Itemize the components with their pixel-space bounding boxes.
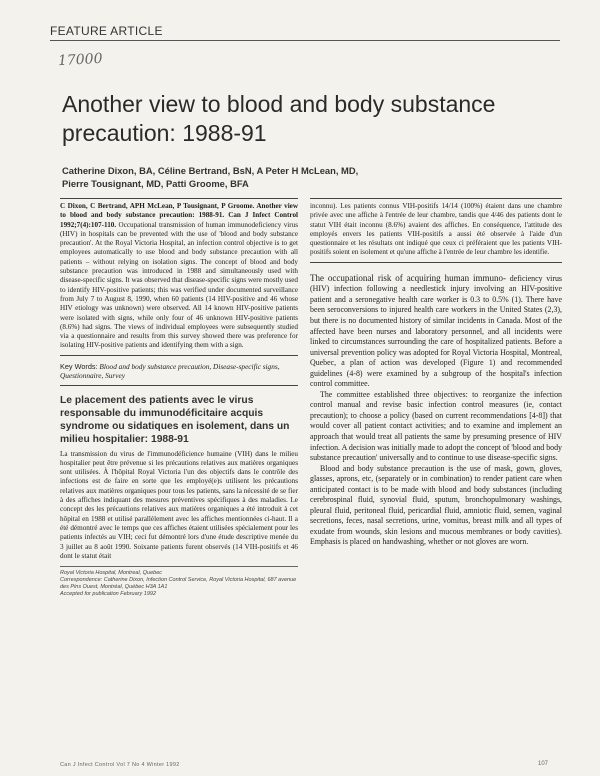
french-abstract-continued: inconnu). Les patients connus VIH-positifs 14/14 (100%) étaient dans une chambre privée avec une affiche à l'entrée de leur chambre, tandis que 4/46 des patients dont le statut VIH était inconnu (8.6%) avaient des affiches. En conséquence, l'attitude des employés envers les patients VIH-positifs a aussi été observée à l'aide d'un questionnaire et les résultats ont indiqué que ceux ci préféraient que les patients VIH-positifs soient en isolement et qu'une affiche à l'entrée de leur chambre les identifie. bbox=[310, 198, 562, 263]
article-title: Another view to blood and body substance precaution: 1988-91 bbox=[62, 91, 496, 146]
section-divider bbox=[50, 40, 560, 41]
page-number: 107 bbox=[538, 761, 549, 767]
journal-footer: Can J Infect Control Vol 7 No 4 Winter 1992 bbox=[60, 762, 180, 768]
lead-in: The occupational risk of acquiring human immuno- bbox=[310, 272, 507, 283]
body-paragraph-text: deficiency virus (HIV) infection following a needlestick injury involving an HIV-positive patient and a seronegative health care worker is 0.3 to 0.5% (1). There have been seroconversions to injured health care workers in the United States (2,3), but there is no documented history of similar incidents in Canada. Most of the affected have been nurses and laboratory personnel, and all incidents were linked to circumstances surrounding the care of hospitalized patients. Before a universal prevention policy was adopted for Royal Victoria Hospital, Montreal, Quebec, a plan of action was developed (Figure 1) and recommended guidelines (4-8) were examined by a subgroup of the hospital's infection control committee. bbox=[310, 273, 562, 389]
authors-line: Pierre Tousignant, MD, Patti Groome, BFA bbox=[62, 178, 249, 189]
affiliation-note bbox=[60, 566, 298, 598]
french-abstract-text: La transmission du virus de l'immunodéficience humaine (VIH) dans le milieu hospitalier peut être prévenue si les précautions relatives aux matières organiques sont utilisées. À l'hôpital Royal Victoria l'un des objectifs dans le contrôle des infections est de faire en sorte que les employé(e)s utilisent les précautions relatives aux matières organiques pour tous les patients, sans la nécessité de se fier à des affiches indiquant des mesures préventives spécifiques à des maladies. Le concept des les précautions relatives aux matières organiques a été introduit à cet hôpital en 1988 et utilisé parallèlement avec les affiches mentionnées ci-haut. Il a été démontré avec le temps que ces affiches étaient utilisées spécialement pour les patients infectés au VIH; ceci fut démontré lors d'une étude descriptive menée du 3 juillet au 8 août 1990. Soixante patients furent observés (14 VIH-positifs et 46 dont le statut était bbox=[60, 449, 298, 560]
section-label: FEATURE ARTICLE bbox=[50, 24, 163, 38]
authors-line: Catherine Dixon, BA, Céline Bertrand, BsN, A Peter H McLean, MD, bbox=[62, 165, 359, 176]
french-abstract-heading: Le placement des patients avec le virus responsable du immunodéficitaire acquis syndrome ou sidatiques en isolement, dans un milieu hospitalier: 1988-91 bbox=[60, 394, 290, 445]
body-paragraph: Blood and body substance precaution is the use of mask, gown, gloves, glasses, aprons, etc, (separately or in combination) to render patient care when anticipated contact is to be made with blood and body substances (including cerebrospinal fluid, synovial fluid, sputum, bronchopulmonary washings, pleural fluid, peritoneal fluid, pericardial fluid, amniotic fluid, semen, vaginal secretions, feces, nasal secretions, urine, vomitus, breast milk and all types of exudate from wounds, skin lesions and mucous membranes or body cavities). Emphasis is placed on handwashing, whether or not gloves are worn. bbox=[310, 463, 562, 547]
abstract-text: Occupational transmission of human immunodeficiency virus (HIV) in hospitals can be prevented with the use of 'blood and body substance precaution'. At the Royal Victoria Hospital, an infection control objective is to get employees automatically to use blood and body substance precaution with all patients – without relying on isolation signs. The concept of blood and body substance precaution was introduced in 1988 and simultaneously used with disease-specific signs. It was observed that disease-specific signs were mostly used to identify HIV-positive patients; this was verified under documented surveillance from July 7 to August 8, 1990, when 60 patients (14 HIV-positive and 46 whose HIV etiology was unknown) were observed. All 14 known HIV-positive patients were isolated with signs, while only four of 46 unknown HIV-positive patients (8.6%) had signs. The views of individual employees were subsequently studied via a questionnaire and results from this survey showed there was preference for isolating HIV-positive patients and identifying them with a sign. bbox=[60, 220, 298, 350]
article-body bbox=[310, 273, 562, 548]
keywords-terms: Blood and body substance precaution, Disease-specific signs, Questionnaire, Survey bbox=[60, 361, 280, 381]
affiliation-line: Royal Victoria Hospital, Montreal, Quebec bbox=[60, 570, 163, 577]
english-abstract bbox=[60, 198, 298, 356]
accepted-line: Accepted for publication February 1992 bbox=[60, 591, 157, 598]
abstract-citation: C Dixon, C Bertrand, APH McLean, P Tousignant, P Groome. Another view to blood and body substance precaution: 1988-91. Can J Infect Control 1992;7(4):107-110. bbox=[60, 202, 298, 229]
correspondence-line: Correspondence: Catherine Dixon, Infection Control Service, Royal Victoria Hospital, 687 avenue des Pins Ouest, Montréal, Québec H3A 1A1 bbox=[60, 577, 297, 591]
right-column bbox=[310, 198, 562, 548]
handwritten-note: 17000 bbox=[57, 50, 103, 70]
keywords bbox=[60, 362, 298, 386]
author-list bbox=[62, 164, 532, 190]
body-paragraph: The committee established three objectives: to reorganize the infection control manual and revise basic infection control measures (ie, contact precaution); to choose a policy (based on current recommendations [4-8]) that would cover all patient contact activities; and to examine and implement an approach that would treat all patients the same by presuming presence of HIV infection. A decision was initially made to adopt the concept of 'blood and body substance precaution' universally and to continue to use disease-specific signs. bbox=[310, 389, 562, 463]
keywords-label: Key Words: bbox=[60, 361, 98, 371]
left-column bbox=[60, 198, 298, 598]
body-paragraph bbox=[310, 273, 562, 390]
